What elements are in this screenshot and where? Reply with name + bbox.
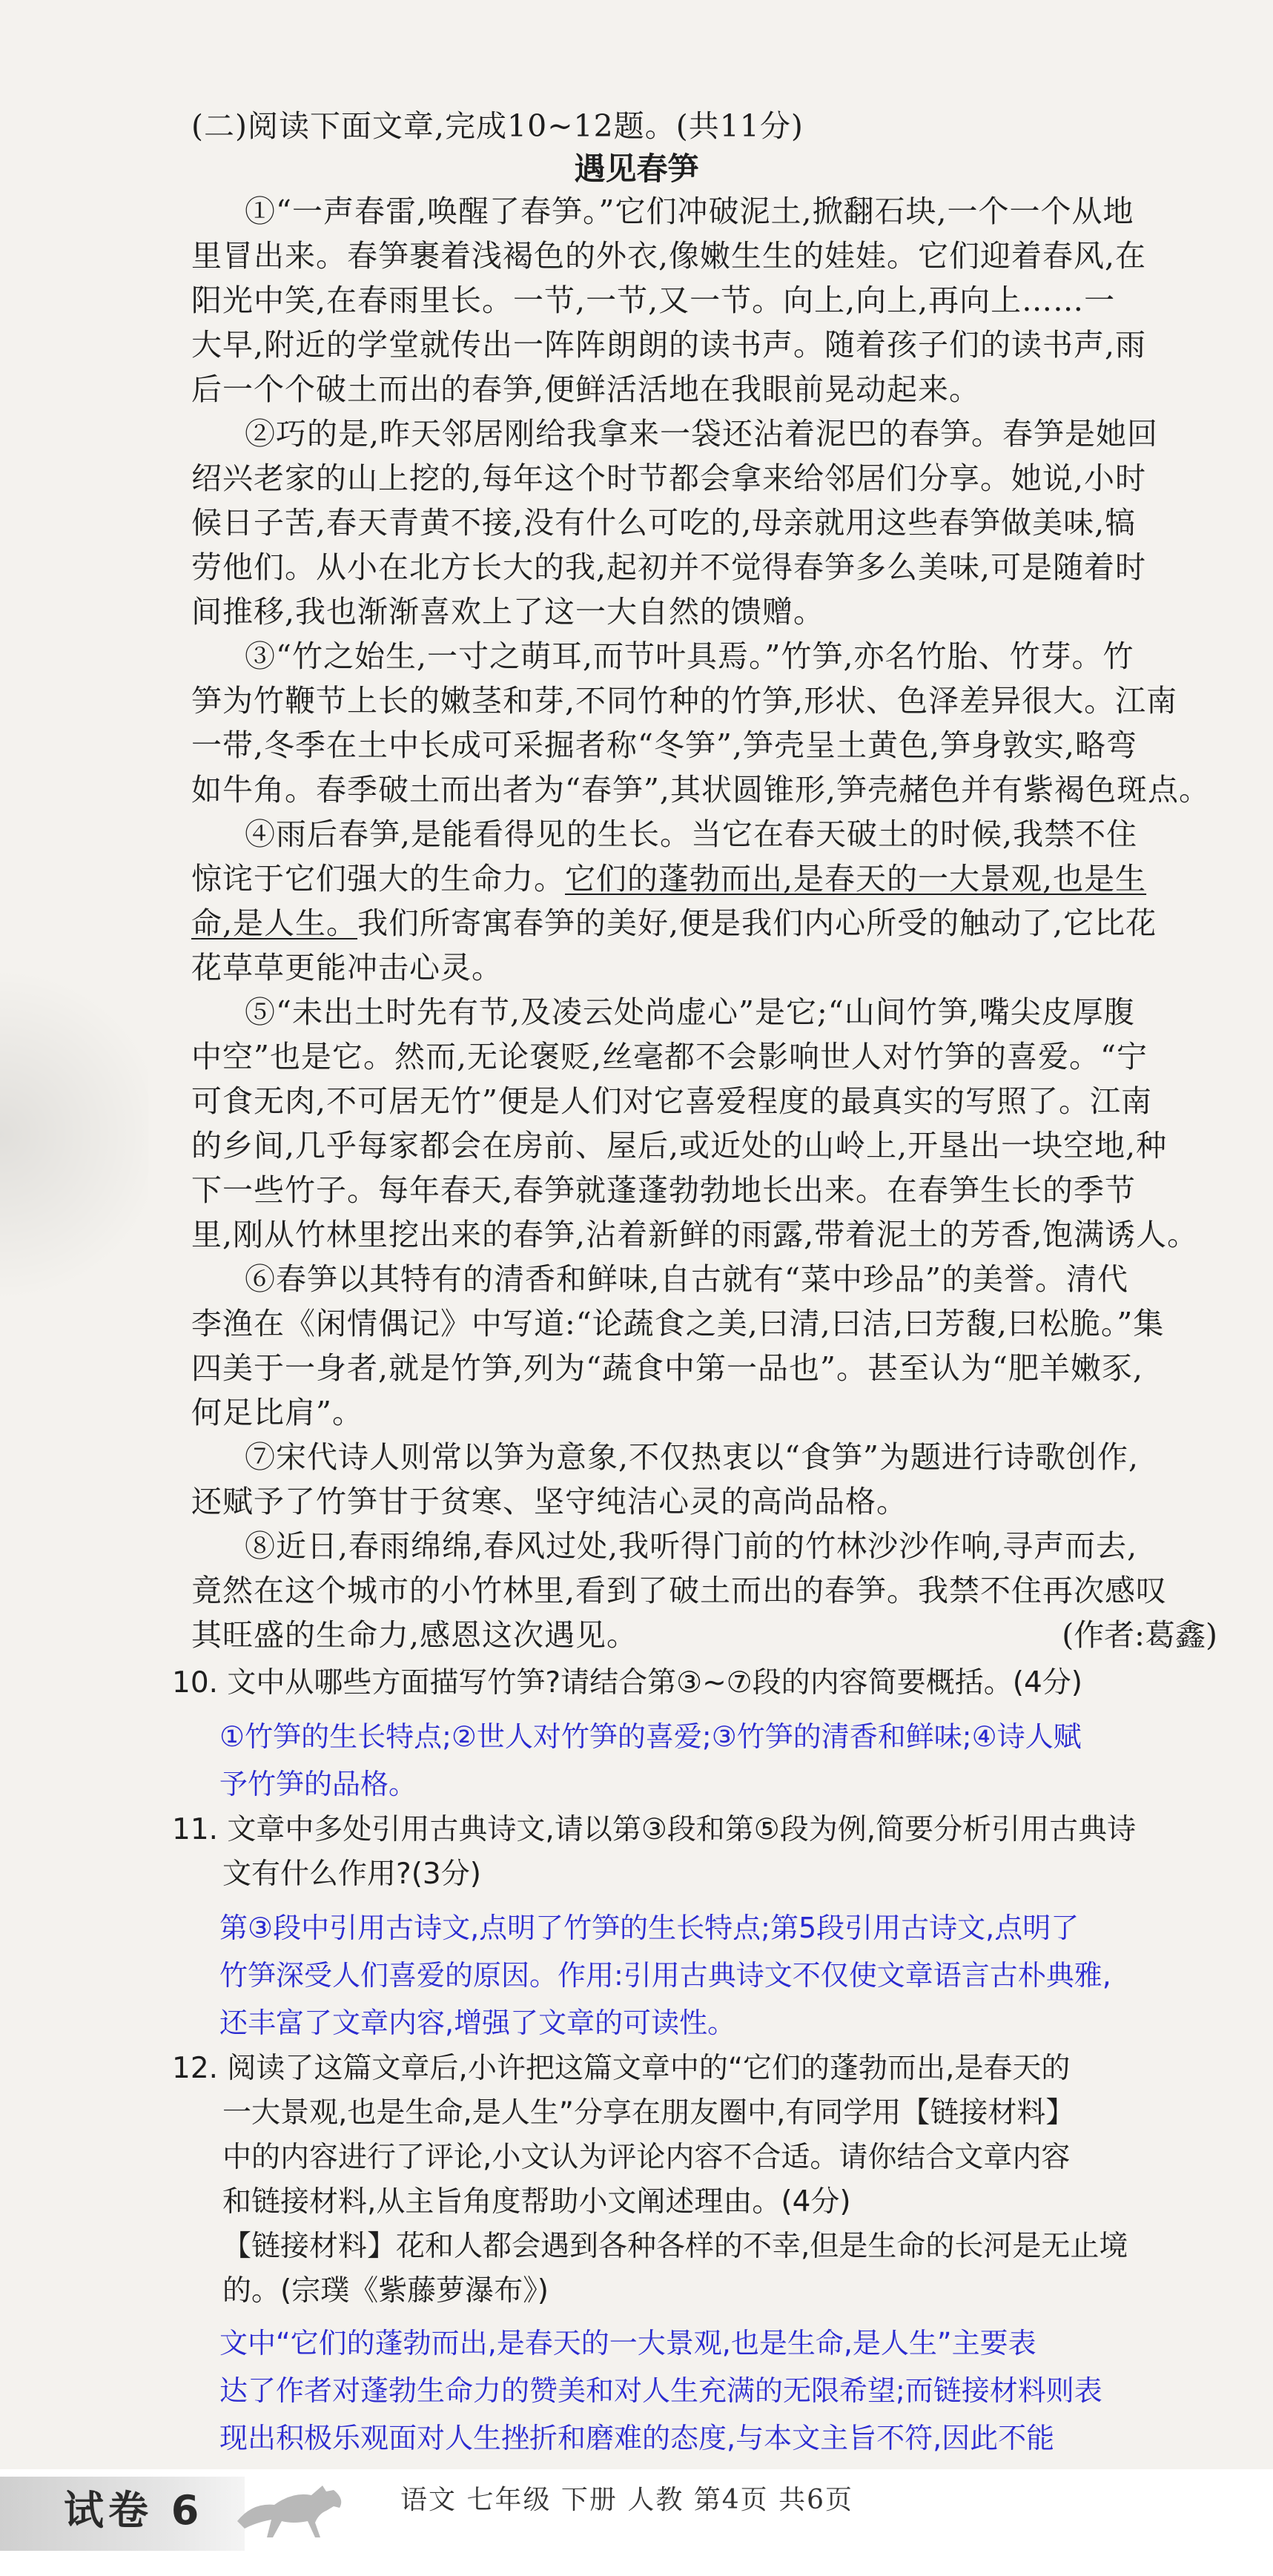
paragraph-line: 里,刚从竹林里挖出来的春笋,沾着新鲜的雨露,带着泥土的芳香,饱满诱人。 [191,1217,1199,1252]
question-11: 11. 文章中多处引用古典诗文,请以第③段和第⑤段为例,简要分析引用古典诗 [172,1813,1137,1846]
answer-12-line: 现出积极乐观面对人生挫折和磨难的态度,与本文主旨不符,因此不能 [219,2422,1055,2454]
paragraph-line: 其旺盛的生命力,感恩这次遇见。 [191,1617,638,1653]
paragraph-line: 大早,附近的学堂就传出一阵阵朗朗的读书声。随着孩子们的读书声,雨 [191,327,1147,363]
paragraph-line: 一带,冬季在土中长成可采掘者称“冬笋”,笋壳呈土黄色,笋身敦实,略弯 [191,727,1138,763]
paragraph-line: 间推移,我也渐渐喜欢上了这一大自然的馈赠。 [191,594,825,630]
paragraph-line [191,901,1222,945]
paragraph-line: 李渔在《闲情偶记》中写道:“论蔬食之美,曰清,曰洁,曰芳馥,曰松脆。”集 [191,1306,1165,1341]
paragraph-line: 劳他们。从小在北方长大的我,起初并不觉得春笋多么美味,可是随着时 [191,549,1147,585]
paragraph-line: 后一个个破土而出的春笋,便鲜活活地在我眼前晃动起来。 [191,371,981,407]
paragraph-line: 花草草更能冲击心灵。 [191,950,503,985]
answer-10-line: 予竹笋的品格。 [219,1768,417,1800]
paragraph-line: 四美于一身者,就是竹笋,列为“蔬食中第一品也”。甚至认为“肥羊嫩豕, [191,1350,1143,1386]
paragraph-line: 何足比肩”。 [191,1395,363,1430]
paragraph-text: 惊诧于它们强大的生命力。 [191,861,565,896]
paragraph-line: ⑧近日,春雨绵绵,春风过处,我听得门前的竹林沙沙作响,寻声而去, [245,1528,1138,1564]
paragraph-line: ⑥春笋以其特有的清香和鲜味,自古就有“菜中珍品”的美誉。清代 [245,1261,1128,1297]
answer-12-line: 文中“它们的蓬勃而出,是春天的一大景观,也是生命,是人生”主要表 [219,2327,1036,2359]
question-12-cont: 中的内容进行了评论,小文认为评论内容不合适。请你结合文章内容 [222,2141,1071,2174]
question-12-cont: 和链接材料,从主旨角度帮助小文阐述理由。(4分) [222,2185,851,2219]
paragraph-line: 阳光中笑,在春雨里长。一节,一节,又一节。向上,向上,再向上……一 [191,283,1116,318]
paragraph-line: 中空”也是它。然而,无论褒贬,丝毫都不会影响世人对竹笋的喜爱。“宁 [191,1039,1148,1074]
answer-11-line: 第③段中引用古诗文,点明了竹笋的生长特点;第5段引用古诗文,点明了 [219,1912,1079,1944]
paragraph-line: ⑦宋代诗人则常以笋为意象,不仅热衷以“食笋”为题进行诗歌创作, [245,1439,1139,1475]
paragraph-line: 下一些竹子。每年春天,春笋就蓬蓬勃勃地长出来。在春笋生长的季节 [191,1172,1137,1208]
answer-11-line: 还丰富了文章内容,增强了文章的可读性。 [219,2007,736,2039]
link-material: 【链接材料】花和人都会遇到各种各样的不幸,但是生命的长河是无止境 [222,2230,1128,2263]
paragraph-line: 还赋予了竹笋甘于贫寒、坚守纯洁心灵的高尚品格。 [191,1484,907,1519]
paragraph-line: ③“竹之始生,一寸之萌耳,而节叶具焉。”竹笋,亦名竹胎、竹芽。竹 [245,638,1134,674]
answer-11-line: 竹笋深受人们喜爱的原因。作用:引用古典诗文不仅使文章语言古朴典雅, [219,1959,1111,1992]
page-info: 语文 七年级 下册 人教 第4页 共6页 [400,2485,854,2515]
section-header: (二)阅读下面文章,完成10~12题。(共11分) [191,108,804,144]
article-title: 遇见春笋 [574,151,699,187]
paragraph-line: 笋为竹鞭节上长的嫩茎和芽,不同竹种的竹笋,形状、色泽差异很大。江南 [191,683,1178,719]
background-watermark [0,949,148,1320]
paragraph-line: ⑤“未出土时先有节,及凌云处尚虚心”是它;“山间竹笋,嘴尖皮厚腹 [245,994,1135,1030]
underlined-sentence: 命,是人生。 [191,905,358,941]
paragraph-line: 竟然在这个城市的小竹林里,看到了破土而出的春笋。我禁不住再次感叹 [191,1573,1168,1608]
paragraph-line: ④雨后春笋,是能看得见的生长。当它在春天破土的时候,我禁不住 [245,816,1138,852]
answer-12-line: 达了作者对蓬勃生命力的赞美和对人生充满的无限希望;而链接材料则表 [219,2374,1102,2407]
underlined-sentence: 它们的蓬勃而出,是春天的一大景观,也是生 [565,861,1147,896]
question-12-cont: 一大景观,也是生命,是人生”分享在朋友圈中,有同学用【链接材料】 [222,2096,1075,2130]
paper-label: 试卷 6 [64,2487,204,2534]
paragraph-line: 绍兴老家的山上挖的,每年这个时节都会拿来给邻居们分享。她说,小时 [191,460,1147,496]
paragraph-line [191,856,1222,901]
question-10: 10. 文中从哪些方面描写竹笋?请结合第③~⑦段的内容简要概括。(4分) [172,1666,1082,1700]
paragraph-line: 可食无肉,不可居无竹”便是人们对它喜爱程度的最真实的写照了。江南 [191,1083,1152,1119]
paragraph-line: 候日子苦,春天青黄不接,没有什么可吃的,母亲就用这些春笋做美味,犒 [191,505,1137,541]
paragraph-line: 的乡间,几乎每家都会在房前、屋后,或近处的山岭上,开垦出一块空地,种 [191,1128,1168,1163]
answer-10-line: ①竹笋的生长特点;②世人对竹笋的喜爱;③竹笋的清香和鲜味;④诗人赋 [219,1720,1082,1753]
paragraph-line: ①“一声春雷,唤醒了春笋。”它们冲破泥土,掀翻石块,一个一个从地 [245,194,1134,229]
author-credit: (作者:葛鑫) [1062,1617,1217,1653]
question-12: 12. 阅读了这篇文章后,小许把这篇文章中的“它们的蓬勃而出,是春天的 [172,2052,1071,2085]
paragraph-text: 我们所寄寓春笋的美好,便是我们内心所受的触动了,它比花 [357,905,1157,941]
paragraph-line: 如牛角。春季破土而出者为“春笋”,其状圆锥形,笋壳赭色并有紫褐色斑点。 [191,772,1210,808]
horse-icon [222,2469,371,2543]
paragraph-line: ②巧的是,昨天邻居刚给我拿来一袋还沾着泥巴的春笋。春笋是她回 [245,416,1159,452]
paragraph-line: 里冒出来。春笋裹着浅褐色的外衣,像嫩生生的娃娃。它们迎着春风,在 [191,238,1147,274]
link-material-cont: 的。(宗璞《紫藤萝瀑布》) [222,2274,549,2308]
question-11-cont: 文有什么作用?(3分) [222,1857,481,1891]
